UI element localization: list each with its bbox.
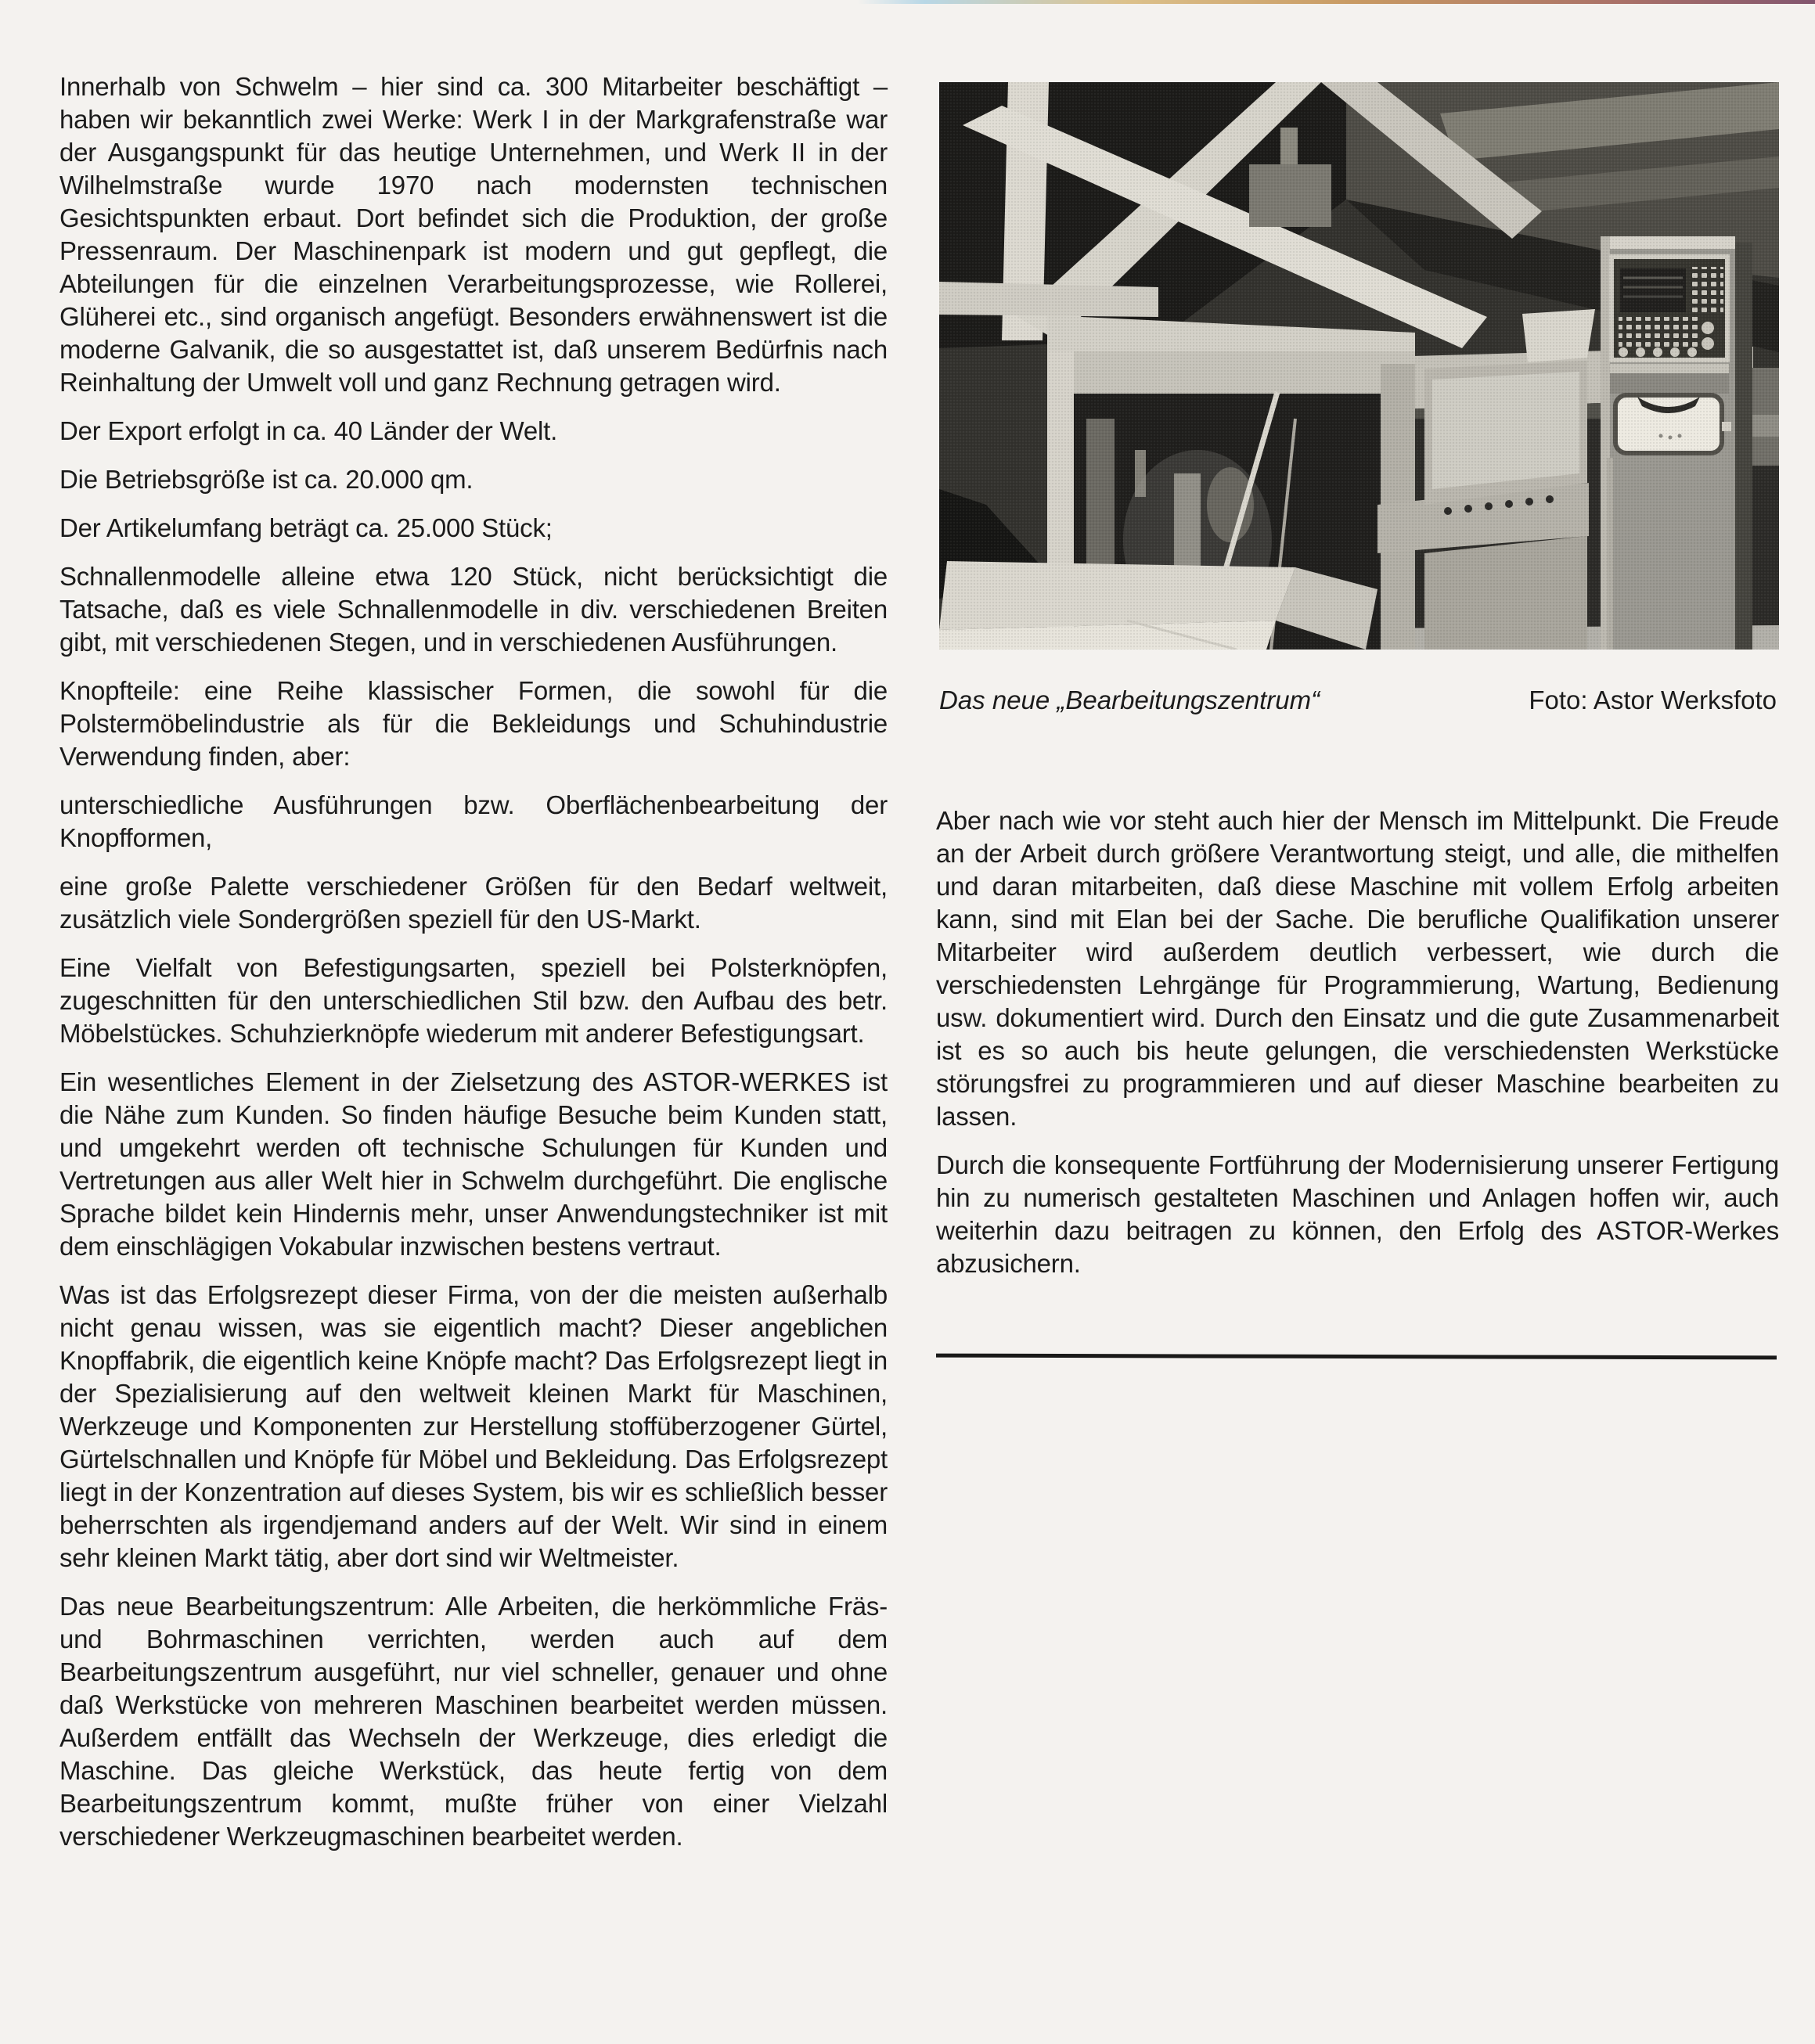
photo-caption-row bbox=[939, 684, 1777, 717]
paragraph: Ein wesentliches Element in der Zielsetzung des ASTOR-WERKES ist die Nähe zum Kunden. So finden häufige Besuche beim Kunden statt, und umgekehrt werden oft technische Schulungen für Kunden und Vertretungen aus aller Welt hier in Schwelm durchgeführt. Die englische Sprache bildet kein Hindernis mehr, unser Anwendungstechniker ist mit dem einschlägigen Vokabular inzwischen bestens vertraut. bbox=[59, 1067, 888, 1261]
paragraph: Der Artikelumfang beträgt ca. 25.000 Stück; bbox=[59, 513, 553, 542]
photo-caption: Das neue „Bearbeitungszentrum“ bbox=[939, 686, 1320, 714]
paragraph: Eine Vielfalt von Befestigungsarten, speziell bei Polsterknöpfen, zugeschnitten für den unterschiedlichen Stil bzw. den Aufbau des betr. Möbelstückes. Schuhzierknöpfe wiederum mit anderer Befestigungsart. bbox=[59, 953, 888, 1048]
machining-centre-photo-art bbox=[939, 82, 1779, 650]
left-text-column bbox=[59, 70, 888, 1853]
paragraph: Aber nach wie vor steht auch hier der Mensch im Mittelpunkt. Die Freude an der Arbeit durch größere Verantwortung steigt, und alle, die mithelfen und daran mitarbeiten, daß diese Maschine mit vollem Erfolg arbeiten kann, sind mit Elan bei der Sache. Die berufliche Qualifikation unserer Mitarbeiter wird außerdem deutlich verbessert, wie durch die verschiedensten Lehrgänge für Programmierung, Wartung, Bedienung usw. dokumentiert wird. Durch den Einsatz und die gute Zusammenarbeit ist es so auch bis heute gelungen, die verschiedensten Werkstücke störungsfrei zu programmieren und auf dieser Maschine bearbeiten zu lassen. bbox=[936, 806, 1779, 1131]
paragraph: Was ist das Erfolgsrezept dieser Firma, von der die meisten außerhalb nicht genau wissen, was sie eigentlich macht? Dieser angeblichen Knopffabrik, die eigentlich keine Knöpfe macht? Das Erfolgsrezept liegt in der Spezialisierung auf den weltweit kleinen Markt für Maschinen, Werkzeuge und Komponenten zur Herstellung stoffüberzogener Gürtel, Gürtelschnallen und Knöpfe für Möbel und Bekleidung. Das Erfolgsrezept liegt in der Konzentration auf dieses System, bis wir es schließlich besser beherrschten als irgendjemand anders auf der Welt. Wir sind in einem sehr kleinen Markt tätig, aber dort sind wir Weltmeister. bbox=[59, 1280, 888, 1572]
paragraph: Schnallenmodelle alleine etwa 120 Stück, nicht berücksichtigt die Tatsache, daß es viele Schnallenmodelle in div. verschiedenen Breiten gibt, mit verschiedenen Stegen, und in verschiedenen Ausführungen. bbox=[59, 562, 888, 657]
machining-centre-photo bbox=[939, 82, 1779, 650]
paragraph: Innerhalb von Schwelm – hier sind ca. 300 Mitarbeiter beschäftigt – haben wir bekanntlich zwei Werke: Werk I in der Markgrafenstraße war der Ausgangspunkt für das heutige Unternehmen, und Werk II in der Wilhelmstraße wurde 1970 nach modernsten technischen Gesichtspunkten erbaut. Dort befindet sich die Produktion, der große Pressenraum. Der Maschinenpark ist modern und gut gepflegt, die Abteilungen für die einzelnen Verarbeitungsprozesse, wie Rollerei, Glüherei etc., sind organisch angefügt. Besonders erwähnenswert ist die moderne Galvanik, die so ausgestattet ist, daß unserem Bedürfnis nach Reinhaltung der Umwelt voll und ganz Rechnung getragen wird. bbox=[59, 72, 888, 397]
section-divider-rule bbox=[936, 1354, 1777, 1360]
paragraph: Der Export erfolgt in ca. 40 Länder der Welt. bbox=[59, 416, 558, 445]
paragraph: Knopfteile: eine Reihe klassischer Formen, die sowohl für die Polstermöbelindustrie als für die Bekleidungs und Schuhindustrie Verwendung finden, aber: bbox=[59, 676, 888, 771]
paragraph: eine große Palette verschiedener Größen für den Bedarf weltweit, zusätzlich viele Sondergrößen speziell für den US-Markt. bbox=[59, 872, 888, 934]
paragraph: Das neue Bearbeitungszentrum: Alle Arbeiten, die herkömmliche Fräs- und Bohrmaschinen verrichten, werden auch auf dem Bearbeitungszentrum ausgeführt, nur viel schneller, genauer und ohne daß Werkstücke von mehreren Maschinen bearbeitet werden müssen. Außerdem entfällt das Wechseln der Werkzeuge, dies erledigt die Maschine. Das gleiche Werkstück, das heute fertig von dem Bearbeitungszentrum kommt, mußte früher von einer Vielzahl verschiedener Werkzeugmaschinen bearbeitet werden. bbox=[59, 1592, 888, 1851]
paragraph: Die Betriebsgröße ist ca. 20.000 qm. bbox=[59, 465, 474, 494]
paragraph: unterschiedliche Ausführungen bzw. Oberflächenbearbeitung der Knopfformen, bbox=[59, 790, 888, 852]
photo-credit: Foto: Astor Werksfoto bbox=[1529, 686, 1777, 714]
paragraph: Durch die konsequente Fortführung der Modernisierung unserer Fertigung hin zu numerisch gestalteten Maschinen und Anlagen hoffen wir, auch weiterhin dazu beitragen zu können, den Erfolg des ASTOR-Werkes abzusichern. bbox=[936, 1150, 1779, 1278]
right-text-column bbox=[936, 804, 1779, 1280]
scan-artifact-line bbox=[857, 0, 1815, 4]
